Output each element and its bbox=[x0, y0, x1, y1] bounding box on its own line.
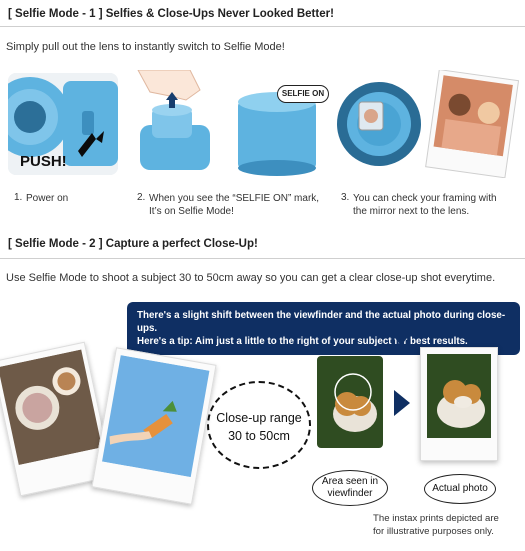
callout-line2: Here's a tip: Aim just a little to the right of your subject for best results. bbox=[137, 336, 468, 347]
step3-number: 3. bbox=[341, 192, 350, 203]
actual-photo-print bbox=[420, 347, 498, 461]
section1-intro: Simply pull out the lens to instantly switch to Selfie Mode! bbox=[6, 41, 285, 53]
section2-divider bbox=[0, 258, 525, 259]
actual-photo-label: Actual photo bbox=[432, 483, 488, 494]
section1-divider bbox=[0, 26, 525, 27]
step2-line2: It’s on Selfie Mode! bbox=[149, 206, 234, 217]
viewfinder-label-line2: viewfinder bbox=[327, 488, 373, 499]
callout-tail bbox=[392, 334, 410, 346]
close-up-range-circle bbox=[207, 381, 311, 469]
flower-photo bbox=[97, 354, 214, 478]
step1-text: Power on bbox=[26, 193, 69, 204]
push-label: PUSH! bbox=[20, 153, 67, 170]
arrow-right-icon bbox=[394, 390, 410, 416]
power-on-image bbox=[8, 73, 118, 175]
step3-line1: You can check your framing with bbox=[353, 193, 497, 204]
actual-photo-label-bubble bbox=[424, 474, 496, 504]
section2-title: [ Selfie Mode - 2 ] Capture a perfect Close-Up! bbox=[8, 238, 258, 250]
step3-line2: the mirror next to the lens. bbox=[353, 206, 470, 217]
step2-number: 2. bbox=[137, 192, 146, 203]
mirror-illustration bbox=[337, 70, 519, 178]
selfie-on-image bbox=[130, 70, 330, 178]
viewfinder-photo bbox=[317, 356, 383, 448]
section2-intro: Use Selfie Mode to shoot a subject 30 to 50cm away so you can get a clear close-up shot everytime. bbox=[6, 272, 496, 284]
sample-print-flower bbox=[91, 347, 216, 505]
step1-number: 1. bbox=[14, 192, 23, 203]
callout-line1: There's a slight shift between the viewfinder and the actual photo during close-ups. bbox=[137, 310, 506, 334]
viewfinder-label-line1: Area seen in bbox=[321, 476, 379, 487]
step2-line1: When you see the “SELFIE ON” mark, bbox=[149, 193, 320, 204]
disclaimer-note bbox=[373, 512, 499, 538]
range-line1: Close-up range bbox=[216, 411, 302, 425]
viewfinder-label-bubble bbox=[312, 470, 388, 506]
range-line2: 30 to 50cm bbox=[228, 429, 290, 443]
food-photo bbox=[0, 349, 106, 466]
mirror-image bbox=[337, 70, 519, 178]
note-line2: for illustrative purposes only. bbox=[373, 526, 494, 537]
section1-title: [ Selfie Mode - 1 ] Selfies & Close-Ups Never Looked Better! bbox=[8, 8, 334, 20]
note-line1: The instax prints depicted are bbox=[373, 513, 499, 524]
selfie-on-badge: SELFIE ON bbox=[277, 85, 329, 103]
dog-actual-illustration bbox=[421, 354, 497, 438]
dog-viewfinder-illustration bbox=[317, 356, 383, 448]
